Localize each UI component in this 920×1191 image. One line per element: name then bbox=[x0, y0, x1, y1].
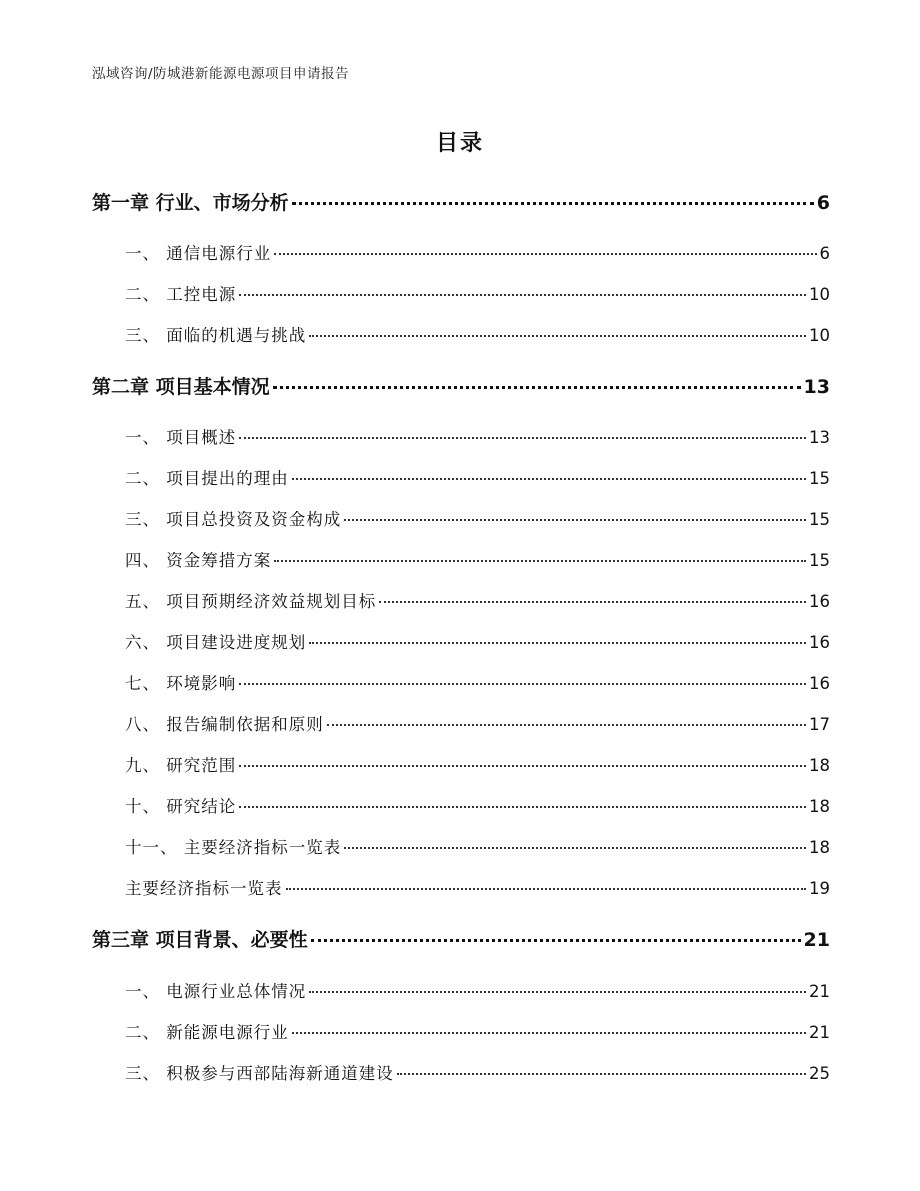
toc-entry-label: 主要经济指标一览表 bbox=[125, 879, 283, 898]
dot-leader bbox=[239, 437, 806, 439]
toc-entry-chapter-2[interactable] bbox=[92, 372, 830, 399]
toc-entry-label: 一、 电源行业总体情况 bbox=[125, 982, 307, 1001]
toc-entry-label: 六、 项目建设进度规划 bbox=[125, 633, 307, 652]
toc-entry-section[interactable] bbox=[125, 670, 830, 694]
toc-entry-page: 6 bbox=[816, 192, 830, 214]
toc-entry-page: 17 bbox=[809, 715, 830, 734]
toc-entry-section[interactable] bbox=[125, 1019, 830, 1043]
toc-entry-page: 13 bbox=[809, 428, 830, 447]
toc-entry-page: 15 bbox=[809, 469, 830, 488]
toc-entry-label: 三、 面临的机遇与挑战 bbox=[125, 326, 307, 345]
dot-leader bbox=[274, 253, 816, 255]
toc-entry-section[interactable] bbox=[125, 240, 830, 264]
toc-entry-page: 16 bbox=[809, 592, 830, 611]
toc-entry-label: 五、 项目预期经济效益规划目标 bbox=[125, 592, 377, 611]
toc-entry-page: 15 bbox=[809, 510, 830, 529]
toc-entry-label: 第一章 行业、市场分析 bbox=[92, 192, 289, 214]
toc-entry-label: 十、 研究结论 bbox=[125, 797, 237, 816]
toc-entry-section[interactable] bbox=[125, 793, 830, 817]
dot-leader bbox=[239, 765, 806, 767]
toc-entry-section[interactable] bbox=[125, 465, 830, 489]
toc-entry-label: 第二章 项目基本情况 bbox=[92, 376, 270, 398]
toc-entry-section[interactable] bbox=[125, 281, 830, 305]
toc-entry-label: 八、 报告编制依据和原则 bbox=[125, 715, 324, 734]
toc-entry-section[interactable] bbox=[125, 1060, 830, 1084]
toc-entry-section[interactable] bbox=[125, 547, 830, 571]
dot-leader bbox=[239, 683, 806, 685]
toc-entry-chapter-1[interactable] bbox=[92, 188, 830, 215]
toc-title: 目录 bbox=[435, 131, 484, 156]
toc-entry-page: 10 bbox=[809, 326, 830, 345]
dot-leader bbox=[274, 560, 806, 562]
page-header: 泓域咨询/防城港新能源电源项目申请报告 bbox=[92, 66, 350, 82]
dot-leader bbox=[239, 806, 806, 808]
toc-entry-page: 16 bbox=[809, 633, 830, 652]
toc-entry-label: 一、 项目概述 bbox=[125, 428, 237, 447]
toc-entry-page: 15 bbox=[809, 551, 830, 570]
toc-entry-page: 18 bbox=[809, 756, 830, 775]
toc-entry-label: 二、 新能源电源行业 bbox=[125, 1023, 289, 1042]
toc-entry-label: 一、 通信电源行业 bbox=[125, 244, 272, 263]
toc-entry-section[interactable] bbox=[125, 978, 830, 1002]
dot-leader bbox=[292, 1032, 806, 1034]
dot-leader bbox=[311, 939, 801, 942]
toc-entry-label: 二、 工控电源 bbox=[125, 285, 237, 304]
toc-entry-page: 18 bbox=[809, 797, 830, 816]
toc-entry-label: 三、 积极参与西部陆海新通道建设 bbox=[125, 1064, 394, 1083]
toc-entry-page: 13 bbox=[803, 376, 830, 398]
toc-entry-page: 10 bbox=[809, 285, 830, 304]
toc-entry-label: 七、 环境影响 bbox=[125, 674, 237, 693]
dot-leader bbox=[344, 519, 806, 521]
dot-leader bbox=[292, 478, 806, 480]
dot-leader bbox=[309, 991, 806, 993]
toc-entry-page: 6 bbox=[819, 244, 830, 263]
toc-entry-section[interactable] bbox=[125, 424, 830, 448]
dot-leader bbox=[239, 294, 806, 296]
toc-entry-section[interactable] bbox=[125, 875, 830, 899]
dot-leader bbox=[292, 202, 814, 205]
toc-entry-label: 三、 项目总投资及资金构成 bbox=[125, 510, 342, 529]
toc-entry-page: 21 bbox=[809, 982, 830, 1001]
dot-leader bbox=[309, 642, 806, 644]
dot-leader bbox=[273, 386, 801, 389]
dot-leader bbox=[327, 724, 806, 726]
toc-entry-section[interactable] bbox=[125, 752, 830, 776]
toc-entry-page: 18 bbox=[809, 838, 830, 857]
toc-entry-page: 21 bbox=[809, 1023, 830, 1042]
toc-entry-section[interactable] bbox=[125, 834, 830, 858]
toc-entry-section[interactable] bbox=[125, 322, 830, 346]
toc-entry-label: 第三章 项目背景、必要性 bbox=[92, 929, 308, 951]
toc-entry-chapter-3[interactable] bbox=[92, 925, 830, 952]
toc-entry-label: 十一、 主要经济指标一览表 bbox=[125, 838, 342, 857]
toc-entry-page: 19 bbox=[809, 879, 830, 898]
dot-leader bbox=[379, 601, 806, 603]
dot-leader bbox=[309, 335, 806, 337]
toc-entry-label: 四、 资金筹措方案 bbox=[125, 551, 272, 570]
toc-entry-section[interactable] bbox=[125, 588, 830, 612]
toc-entry-page: 25 bbox=[809, 1064, 830, 1083]
toc-entry-page: 16 bbox=[809, 674, 830, 693]
toc-entry-page: 21 bbox=[803, 929, 830, 951]
toc-entry-label: 九、 研究范围 bbox=[125, 756, 237, 775]
dot-leader bbox=[286, 888, 807, 890]
toc-entry-section[interactable] bbox=[125, 629, 830, 653]
toc-entry-section[interactable] bbox=[125, 506, 830, 530]
dot-leader bbox=[344, 847, 806, 849]
dot-leader bbox=[397, 1073, 806, 1075]
toc-entry-section[interactable] bbox=[125, 711, 830, 735]
toc-entry-label: 二、 项目提出的理由 bbox=[125, 469, 289, 488]
